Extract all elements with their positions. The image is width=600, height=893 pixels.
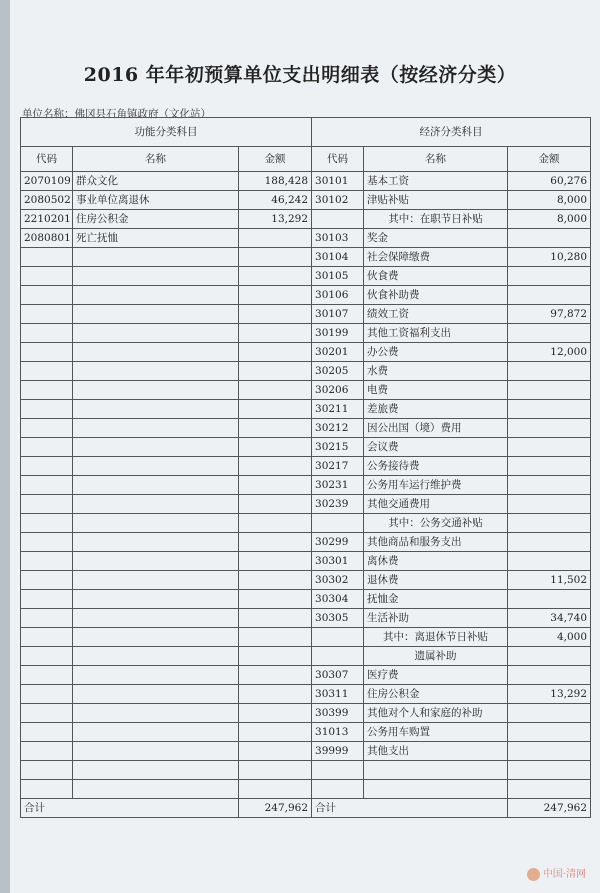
left-code-cell <box>21 419 73 438</box>
left-amount-cell <box>239 742 312 761</box>
right-code-cell <box>312 647 364 666</box>
right-code-cell: 30239 <box>312 495 364 514</box>
right-amount-cell <box>508 419 591 438</box>
left-amount-cell <box>239 514 312 533</box>
right-amount-cell: 8,000 <box>508 191 591 210</box>
right-name-cell: 伙食费 <box>364 267 508 286</box>
right-code-cell: 30105 <box>312 267 364 286</box>
right-name-cell: 伙食补助费 <box>364 286 508 305</box>
right-amount-header: 金额 <box>508 147 591 172</box>
left-amount-cell <box>239 286 312 305</box>
left-amount-cell <box>239 571 312 590</box>
right-code-cell: 30107 <box>312 305 364 324</box>
right-code-cell <box>312 628 364 647</box>
right-name-cell: 生活补助 <box>364 609 508 628</box>
left-name-cell <box>73 647 239 666</box>
table-row <box>21 495 591 514</box>
right-amount-cell <box>508 666 591 685</box>
table-row <box>21 324 591 343</box>
left-name-cell <box>73 362 239 381</box>
right-code-cell: 30201 <box>312 343 364 362</box>
table-row <box>21 571 591 590</box>
right-amount-cell: 60,276 <box>508 172 591 191</box>
table-row <box>21 248 591 267</box>
left-code-cell <box>21 647 73 666</box>
left-amount-cell <box>239 704 312 723</box>
right-amount-cell: 34,740 <box>508 609 591 628</box>
left-name-cell <box>73 495 239 514</box>
right-amount-cell <box>508 324 591 343</box>
left-amount-cell: 188,428 <box>239 172 312 191</box>
table-body <box>21 172 591 799</box>
right-code-cell: 30104 <box>312 248 364 267</box>
right-name-cell: 离休费 <box>364 552 508 571</box>
left-name-cell <box>73 267 239 286</box>
left-amount-cell <box>239 438 312 457</box>
left-amount-cell <box>239 761 312 780</box>
left-name-cell <box>73 609 239 628</box>
right-total-amount: 247,962 <box>508 799 591 818</box>
table-row <box>21 476 591 495</box>
table-row <box>21 514 591 533</box>
right-amount-cell <box>508 457 591 476</box>
left-amount-cell <box>239 628 312 647</box>
left-total-label: 合计 <box>21 799 239 818</box>
left-amount-cell: 46,242 <box>239 191 312 210</box>
right-code-cell <box>312 210 364 229</box>
left-amount-cell <box>239 419 312 438</box>
right-name-cell: 其他对个人和家庭的补助 <box>364 704 508 723</box>
left-code-cell <box>21 552 73 571</box>
right-name-cell: 社会保障缴费 <box>364 248 508 267</box>
right-amount-cell: 13,292 <box>508 685 591 704</box>
table-row <box>21 742 591 761</box>
right-code-cell: 30101 <box>312 172 364 191</box>
right-amount-cell <box>508 267 591 286</box>
left-name-cell <box>73 476 239 495</box>
page-title: 2016 年年初预算单位支出明细表（按经济分类） <box>83 64 517 86</box>
left-amount-header: 金额 <box>239 147 312 172</box>
right-amount-cell: 4,000 <box>508 628 591 647</box>
left-code-cell: 2210201 <box>21 210 73 229</box>
left-name-cell <box>73 438 239 457</box>
left-code-cell <box>21 286 73 305</box>
left-amount-cell <box>239 400 312 419</box>
left-code-cell <box>21 685 73 704</box>
right-amount-cell <box>508 438 591 457</box>
right-name-cell: 会议费 <box>364 438 508 457</box>
left-name-cell <box>73 305 239 324</box>
right-name-cell: 因公出国（境）费用 <box>364 419 508 438</box>
table-row <box>21 723 591 742</box>
left-code-cell <box>21 780 73 799</box>
left-code-cell <box>21 362 73 381</box>
right-name-cell: 基本工资 <box>364 172 508 191</box>
unit-name-label: 单位名称：佛冈县石角镇政府（文化站） <box>22 108 211 120</box>
table-row <box>21 400 591 419</box>
right-name-cell: 电费 <box>364 381 508 400</box>
right-code-cell: 31013 <box>312 723 364 742</box>
left-code-cell <box>21 742 73 761</box>
left-amount-cell <box>239 590 312 609</box>
right-code-cell <box>312 780 364 799</box>
left-code-cell <box>21 723 73 742</box>
left-code-cell <box>21 628 73 647</box>
left-code-cell <box>21 476 73 495</box>
right-name-cell: 其他商品和服务支出 <box>364 533 508 552</box>
right-amount-cell <box>508 400 591 419</box>
right-amount-cell <box>508 362 591 381</box>
right-amount-cell <box>508 514 591 533</box>
left-code-cell <box>21 438 73 457</box>
right-code-cell: 30304 <box>312 590 364 609</box>
left-amount-cell <box>239 666 312 685</box>
right-code-cell: 30206 <box>312 381 364 400</box>
table-row <box>21 666 591 685</box>
right-amount-cell <box>508 286 591 305</box>
table-row <box>21 343 591 362</box>
right-code-cell: 30307 <box>312 666 364 685</box>
right-name-cell: 其他工资福利支出 <box>364 324 508 343</box>
functional-section-header: 功能分类科目 <box>21 118 312 147</box>
left-name-cell <box>73 324 239 343</box>
table-row <box>21 229 591 248</box>
left-code-cell <box>21 495 73 514</box>
right-code-cell: 30305 <box>312 609 364 628</box>
right-name-cell: 其中：离退休节日补贴 <box>364 628 508 647</box>
left-code-cell: 2080801 <box>21 229 73 248</box>
right-code-cell: 30102 <box>312 191 364 210</box>
left-code-cell <box>21 400 73 419</box>
left-code-cell: 2070109 <box>21 172 73 191</box>
section-header-row <box>21 118 591 147</box>
right-amount-cell <box>508 590 591 609</box>
right-amount-cell: 97,872 <box>508 305 591 324</box>
right-code-cell: 30302 <box>312 571 364 590</box>
left-amount-cell <box>239 476 312 495</box>
left-name-cell <box>73 704 239 723</box>
economic-section-header: 经济分类科目 <box>312 118 591 147</box>
right-amount-cell <box>508 476 591 495</box>
right-name-cell <box>364 761 508 780</box>
left-name-cell <box>73 514 239 533</box>
right-name-cell: 绩效工资 <box>364 305 508 324</box>
right-amount-cell <box>508 229 591 248</box>
left-code-cell <box>21 343 73 362</box>
left-code-cell <box>21 305 73 324</box>
table-row <box>21 457 591 476</box>
left-name-cell <box>73 400 239 419</box>
table-row <box>21 172 591 191</box>
right-amount-cell: 8,000 <box>508 210 591 229</box>
left-code-cell <box>21 533 73 552</box>
table-row <box>21 362 591 381</box>
right-name-cell: 退休费 <box>364 571 508 590</box>
table-row <box>21 685 591 704</box>
right-code-cell: 30215 <box>312 438 364 457</box>
right-code-cell: 30211 <box>312 400 364 419</box>
left-name-cell <box>73 590 239 609</box>
left-name-cell <box>73 761 239 780</box>
table-row <box>21 210 591 229</box>
left-code-cell <box>21 381 73 400</box>
left-code-cell <box>21 248 73 267</box>
left-amount-cell <box>239 609 312 628</box>
table-row <box>21 267 591 286</box>
left-amount-cell: 13,292 <box>239 210 312 229</box>
left-code-cell <box>21 571 73 590</box>
left-amount-cell <box>239 362 312 381</box>
left-name-cell <box>73 666 239 685</box>
left-name-cell <box>73 343 239 362</box>
left-amount-cell <box>239 457 312 476</box>
left-amount-cell <box>239 780 312 799</box>
right-code-cell <box>312 514 364 533</box>
left-amount-cell <box>239 267 312 286</box>
left-amount-cell <box>239 248 312 267</box>
right-name-cell: 抚恤金 <box>364 590 508 609</box>
right-name-cell: 其中：公务交通补贴 <box>364 514 508 533</box>
left-code-cell <box>21 324 73 343</box>
right-name-cell: 其中：在职节日补贴 <box>364 210 508 229</box>
left-amount-cell <box>239 647 312 666</box>
right-name-cell: 公务用车运行维护费 <box>364 476 508 495</box>
left-name-cell <box>73 457 239 476</box>
left-amount-cell <box>239 324 312 343</box>
left-code-cell <box>21 666 73 685</box>
table-row <box>21 761 591 780</box>
left-amount-cell <box>239 343 312 362</box>
right-amount-cell <box>508 704 591 723</box>
left-code-cell <box>21 514 73 533</box>
left-name-cell: 死亡抚恤 <box>73 229 239 248</box>
left-name-cell <box>73 533 239 552</box>
left-name-cell <box>73 381 239 400</box>
table-row <box>21 552 591 571</box>
right-amount-cell <box>508 533 591 552</box>
table-row <box>21 438 591 457</box>
left-name-cell <box>73 628 239 647</box>
right-name-cell <box>364 780 508 799</box>
column-header-row <box>21 147 591 172</box>
right-code-cell: 30205 <box>312 362 364 381</box>
site-watermark <box>527 865 586 881</box>
left-name-cell <box>73 286 239 305</box>
right-amount-cell <box>508 780 591 799</box>
right-amount-cell <box>508 742 591 761</box>
right-name-cell: 其他交通费用 <box>364 495 508 514</box>
left-code-cell: 2080502 <box>21 191 73 210</box>
left-amount-cell <box>239 381 312 400</box>
table-row <box>21 191 591 210</box>
left-code-cell <box>21 590 73 609</box>
table-row <box>21 628 591 647</box>
right-code-cell: 30299 <box>312 533 364 552</box>
right-amount-cell: 10,280 <box>508 248 591 267</box>
total-row <box>21 799 591 818</box>
right-amount-cell <box>508 723 591 742</box>
left-amount-cell <box>239 495 312 514</box>
table-row <box>21 305 591 324</box>
right-amount-cell <box>508 647 591 666</box>
left-amount-cell <box>239 552 312 571</box>
right-name-cell: 其他支出 <box>364 742 508 761</box>
left-name-cell: 住房公积金 <box>73 210 239 229</box>
table-row <box>21 286 591 305</box>
left-name-cell <box>73 780 239 799</box>
watermark-logo-icon <box>527 868 540 881</box>
table-row <box>21 647 591 666</box>
right-amount-cell <box>508 761 591 780</box>
left-amount-cell <box>239 723 312 742</box>
right-amount-cell <box>508 495 591 514</box>
right-name-cell: 医疗费 <box>364 666 508 685</box>
right-name-header: 名称 <box>364 147 508 172</box>
right-code-cell: 30212 <box>312 419 364 438</box>
left-code-cell <box>21 704 73 723</box>
right-name-cell: 差旅费 <box>364 400 508 419</box>
watermark-text: 中国·清网 <box>542 869 586 880</box>
left-name-cell <box>73 552 239 571</box>
right-name-cell: 奖金 <box>364 229 508 248</box>
right-amount-cell <box>508 381 591 400</box>
right-amount-cell <box>508 552 591 571</box>
left-name-cell: 事业单位离退休 <box>73 191 239 210</box>
right-code-cell: 30301 <box>312 552 364 571</box>
table-row <box>21 780 591 799</box>
right-code-cell: 30103 <box>312 229 364 248</box>
left-code-cell <box>21 267 73 286</box>
left-name-header: 名称 <box>73 147 239 172</box>
right-name-cell: 遗属补助 <box>364 647 508 666</box>
right-code-cell: 30399 <box>312 704 364 723</box>
right-name-cell: 公务用车购置 <box>364 723 508 742</box>
left-amount-cell <box>239 685 312 704</box>
right-name-cell: 水费 <box>364 362 508 381</box>
left-name-cell <box>73 571 239 590</box>
table-row <box>21 533 591 552</box>
left-name-cell <box>73 419 239 438</box>
right-code-cell <box>312 761 364 780</box>
left-name-cell <box>73 742 239 761</box>
left-name-cell <box>73 685 239 704</box>
right-code-cell: 30231 <box>312 476 364 495</box>
right-name-cell: 公务接待费 <box>364 457 508 476</box>
right-amount-cell: 11,502 <box>508 571 591 590</box>
left-amount-cell <box>239 533 312 552</box>
table-row <box>21 590 591 609</box>
left-name-cell <box>73 248 239 267</box>
left-total-amount: 247,962 <box>239 799 312 818</box>
right-code-cell: 30199 <box>312 324 364 343</box>
right-amount-cell: 12,000 <box>508 343 591 362</box>
left-amount-cell <box>239 229 312 248</box>
left-code-cell <box>21 761 73 780</box>
left-name-cell: 群众文化 <box>73 172 239 191</box>
right-code-cell: 39999 <box>312 742 364 761</box>
left-code-header: 代码 <box>21 147 73 172</box>
left-amount-cell <box>239 305 312 324</box>
left-code-cell <box>21 609 73 628</box>
table-row <box>21 609 591 628</box>
right-total-label: 合计 <box>312 799 508 818</box>
right-name-cell: 办公费 <box>364 343 508 362</box>
right-code-header: 代码 <box>312 147 364 172</box>
right-name-cell: 住房公积金 <box>364 685 508 704</box>
right-code-cell: 30217 <box>312 457 364 476</box>
left-code-cell <box>21 457 73 476</box>
budget-table <box>20 117 591 818</box>
right-code-cell: 30106 <box>312 286 364 305</box>
right-name-cell: 津贴补贴 <box>364 191 508 210</box>
left-name-cell <box>73 723 239 742</box>
right-code-cell: 30311 <box>312 685 364 704</box>
table-row <box>21 704 591 723</box>
table-row <box>21 381 591 400</box>
table-row <box>21 419 591 438</box>
